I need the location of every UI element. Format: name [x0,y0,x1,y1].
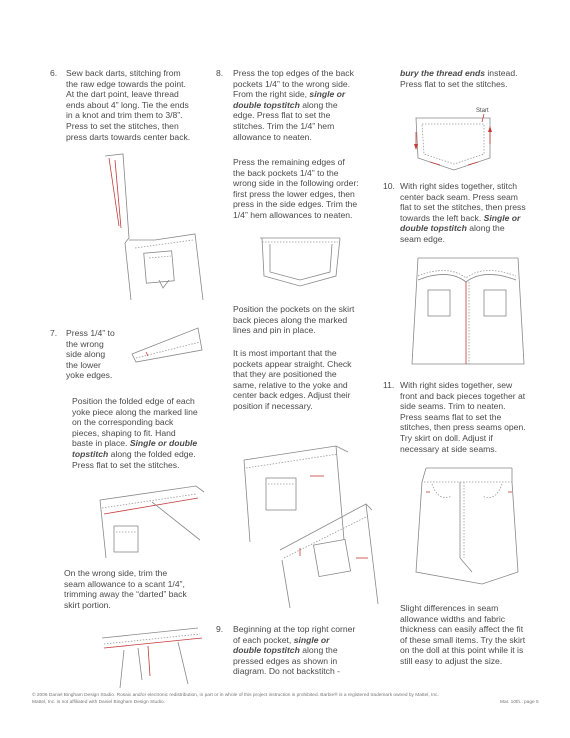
step-7-number: 7. [50,328,58,338]
text-line: in a knot and trim them to 3/8”. [66,110,183,121]
text-line: trimming away the “darted” back [64,589,187,600]
text-line [233,645,381,656]
step-8-text [233,68,381,142]
step-8-number: 8. [216,68,224,78]
text-line: Press flat to set the stitches. [400,78,508,89]
copyright-footer [32,693,552,706]
start-label: Start [476,108,489,114]
text-line [72,449,212,460]
text-line: side along [66,349,106,360]
text-line [400,213,552,224]
text-line: pieces, shaping to fit. Hand [72,427,176,438]
step-6-number: 6. [50,68,58,78]
position-yoke-text [72,396,212,470]
center-back-diagram [408,252,528,372]
text-line: the wrong [66,338,104,349]
text-line: allowance to neaten. [233,131,312,142]
text-line: edge. Press flat to set the [233,110,331,121]
slight-differences-text [400,603,552,667]
text-line: the lower [66,359,101,370]
text-span: along the folded edge. [108,448,196,459]
text-span: towards the left back. [400,212,484,223]
emphasis-text: double topstitch [233,99,300,110]
text-line: ends about 4” long. Tie the ends [66,99,189,110]
text-line: Press 1/4” to [66,328,115,338]
text-line: still easy to adjust the size. [400,655,503,666]
pocket-topstitch-diagram [410,112,500,174]
text-line [233,89,381,100]
text-line: pockets 1/4” to the wrong side. [233,78,351,89]
page-number: Mar. 10th.. page 5 [500,700,539,705]
text-line: Press to set the stitches, then [66,120,179,131]
text-line [233,100,381,111]
text-line: press in the side edges. Trim the [233,199,358,210]
text-span: of each pocket, [233,634,294,645]
step-9-text [233,624,381,677]
trim-seam-diagram [98,618,210,690]
emphasis-text: Single or double [129,438,198,449]
text-line: skirt portion. [64,599,111,610]
text-line: that they are positioned the [233,369,337,380]
text-line: thickness can easily affect the fit [400,624,524,635]
text-line: of these small items. Try the skirt [400,634,526,645]
text-line: Position the pockets on the skirt [233,304,355,314]
pocket-press-diagram [256,232,346,292]
text-line: Press the remaining edges of [233,157,345,167]
text-line: Try skirt on doll. Adjust if [400,432,493,443]
text-line [400,223,552,234]
footer-line: © 2006 Daniel Bingham Design Studio. Rosaic and/or electronic redistribution, in part or in whole of this project instruction is prohibited. Barbie® is a registered trademark owned by Mattel, Inc. [32,693,439,698]
text-line: seam allowance to a scant 1/4”, [64,578,185,589]
text-line: center back edges. Adjust their [233,390,351,401]
step-10-text [400,181,552,245]
step-10-number: 10. [383,181,395,191]
text-line: Position the folded edge of each [72,396,195,406]
text-line: position if necessary. [233,400,313,411]
step-11-number: 11. [383,380,395,390]
text-span: instead. [485,68,518,78]
step-9-number: 9. [216,624,224,634]
yoke-press-diagram [128,322,208,372]
text-span: along the [299,645,338,656]
text-line: necessary at side seams. [400,443,497,454]
text-line: seam edge. [400,233,445,244]
emphasis-text: double topstitch [233,645,300,656]
text-line: flat to set the stitches, then press [400,202,526,213]
text-line: the raw edge towards the point. [66,78,186,89]
text-line: first press the lower edges, then [233,188,355,199]
text-line: on the doll at this point while it is [400,645,524,656]
text-line: pockets appear straight. Check [233,358,352,369]
step-7-text [66,328,136,381]
text-line: on the corresponding back [72,417,174,428]
text-line: yoke edges. [66,370,113,381]
emphasis-text: bury the thread ends [400,68,485,78]
text-line: Sew back darts, stitching from [66,68,181,78]
emphasis-text: double topstitch [400,223,467,234]
text-line: same, relative to the yoke and [233,379,348,390]
text-line: Beginning at the top right corner [233,624,356,634]
text-line: side seams. Trim to neaten. [400,401,506,412]
remaining-edges-text [233,157,381,221]
text-line [400,68,550,79]
text-span: along the [299,99,338,110]
text-line: stitches, then press seams open. [400,422,526,433]
step-11-text [400,380,552,454]
text-line: diagram. Do not backstitch - [233,666,340,677]
text-line: press darts towards center back. [66,131,191,142]
text-span: From the right side, [233,89,310,100]
bury-thread-text [400,68,550,89]
yoke-topstitch-diagram [92,480,212,560]
back-dart-diagram [95,148,210,308]
text-line [72,438,212,449]
text-line: wrong side in the following order: [233,178,359,189]
text-line: Press seams flat to set the [400,411,502,422]
footer-line: Mattel, Inc. is not affiliated with Daniel Bingham Design Studio. [32,699,165,705]
text-line: yoke piece along the marked line [72,406,198,417]
emphasis-text: single or [293,634,330,645]
emphasis-text: Single or [483,212,521,223]
text-line: allowance widths and fabric [400,613,506,624]
text-line: With right sides together, stitch [400,181,518,191]
text-line: Press flat to set the stitches. [72,459,180,470]
text-line: center back seam. Press seam [400,191,518,202]
text-line: stitches. Trim the 1/4” hem [233,120,335,131]
text-line: On the wrong side, trim the [64,568,168,578]
emphasis-text: single or [309,89,346,100]
text-span: baste in place. [72,438,130,449]
text-line: Press the top edges of the back [233,68,354,78]
text-line: At the dart point, leave thread [66,89,179,100]
text-line: Slight differences in seam [400,603,499,613]
wrong-side-text [64,568,209,610]
text-line: back pieces along the marked [233,314,348,325]
text-line: front and back pieces together at [400,390,526,401]
step-6-text [66,68,206,142]
text-line: lines and pin in place. [233,325,316,336]
side-seam-diagram [412,462,527,592]
text-line: the back pockets 1/4” to the [233,167,339,178]
text-span: along the [466,223,505,234]
emphasis-text: topstitch [72,448,109,459]
pocket-placement-diagram [240,430,385,610]
text-line: pressed edges as shown in [233,655,338,666]
text-line: It is most important that the [233,348,337,358]
position-pockets-text [233,304,381,336]
text-line: With right sides together, sew [400,380,513,390]
text-line: 1/4” hem allowances to neaten. [233,209,353,220]
text-line [233,635,381,646]
important-note-text [233,348,381,412]
